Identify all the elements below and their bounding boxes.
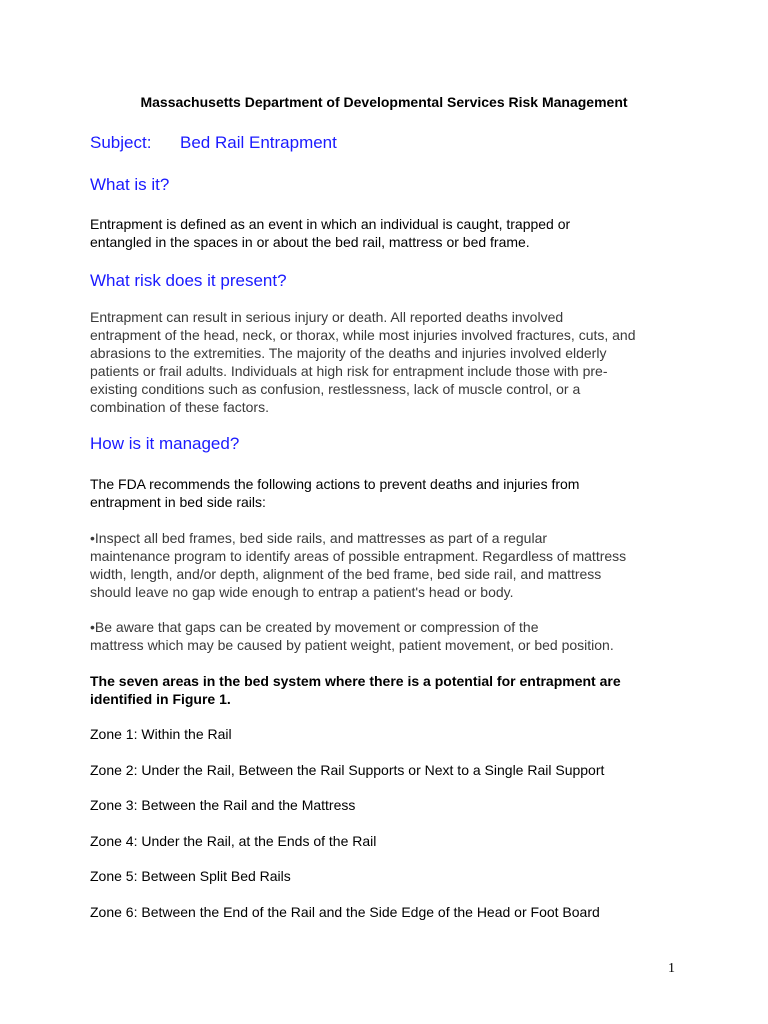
paragraph-definition: Entrapment is defined as an event in which an individual is caught, trapped or entangled in the spaces in or about the bed rail, mattress or bed frame. <box>90 216 571 250</box>
zone-item: Zone 1: Within the Rail <box>90 726 232 742</box>
heading-seven-areas: The seven areas in the bed system where there is a potential for entrapment are identified in Figure 1. <box>90 673 621 707</box>
zone-item: Zone 6: Between the End of the Rail and the Side Edge of the Head or Foot Board <box>90 904 600 920</box>
bullet-be-aware: •Be aware that gaps can be created by movement or compression of the mattress which may be caused by patient weight, patient movement, or bed position. <box>90 619 614 653</box>
heading-how-managed: How is it managed? <box>90 434 240 453</box>
document-title: Massachusetts Department of Developmental Services Risk Management <box>140 94 628 110</box>
paragraph-fda-intro: The FDA recommends the following actions to prevent deaths and injuries from entrapment in bed side rails: <box>90 476 580 510</box>
heading-what-is-it: What is it? <box>90 175 170 194</box>
zone-item: Zone 4: Under the Rail, at the Ends of the Rail <box>90 833 377 849</box>
bullet-inspect: •Inspect all bed frames, bed side rails, and mattresses as part of a regular maintenance program to identify areas of possible entrapment. Regardless of mattress width, length, and/or depth, alignment of the bed frame, bed side rail, and mattress should leave no gap wide enough to entrap a patient's head or body. <box>90 530 627 600</box>
subject-line <box>90 132 337 153</box>
zone-item: Zone 5: Between Split Bed Rails <box>90 868 291 884</box>
zone-item: Zone 2: Under the Rail, Between the Rail Supports or Next to a Single Rail Support <box>90 762 605 778</box>
subject-label: Subject: <box>90 133 152 152</box>
paragraph-risk: Entrapment can result in serious injury or death. All reported deaths involved entrapment of the head, neck, or thorax, while most injuries involved fractures, cuts, and abrasions to the extremities. The majority of the deaths and injuries involved elderly patients or frail adults. Individuals at high risk for entrapment include those with pre- existing conditions such as confusion, restlessness, lack of muscle control, or a combination of these factors. <box>90 309 636 415</box>
page-number: 1 <box>668 961 675 976</box>
heading-what-risk: What risk does it present? <box>90 271 287 290</box>
subject-value: Bed Rail Entrapment <box>180 133 337 152</box>
zone-item: Zone 3: Between the Rail and the Mattress <box>90 797 356 813</box>
